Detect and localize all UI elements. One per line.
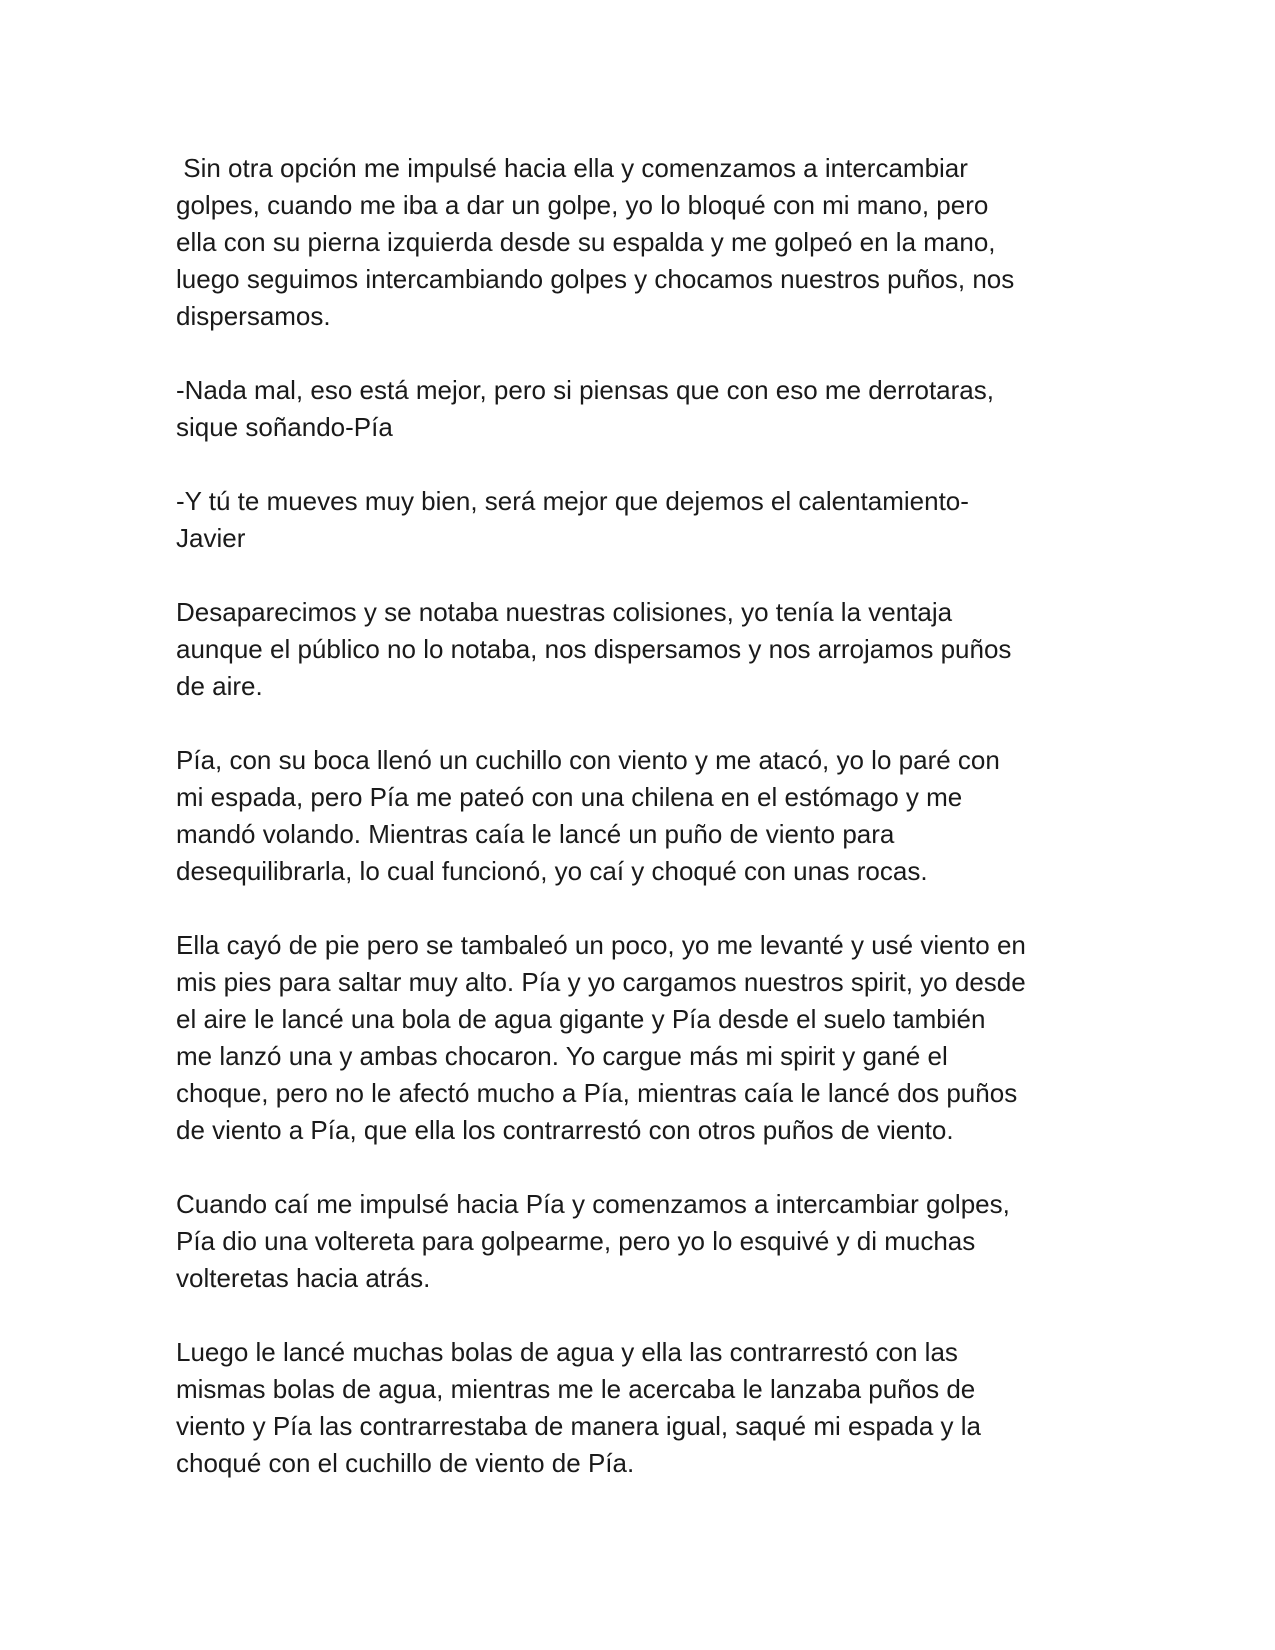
text-line: choqué con el cuchillo de viento de Pía.	[176, 1448, 635, 1478]
text-line: Pía, con su boca llenó un cuchillo con viento y me atacó, yo lo paré con	[176, 745, 1000, 775]
text-line: -Y tú te mueves muy bien, será mejor que dejemos el calentamiento-	[176, 486, 969, 516]
text-line: mis pies para saltar muy alto. Pía y yo cargamos nuestros spirit, yo desde	[176, 967, 1026, 997]
text-line: dispersamos.	[176, 301, 331, 331]
text-line: aunque el público no lo notaba, nos dispersamos y nos arrojamos puños	[176, 634, 1012, 664]
text-line: Cuando caí me impulsé hacia Pía y comenzamos a intercambiar golpes,	[176, 1189, 1010, 1219]
text-line: de viento a Pía, que ella los contrarrestó con otros puños de viento.	[176, 1115, 954, 1145]
text-line: Pía dio una voltereta para golpearme, pero yo lo esquivé y di muchas	[176, 1226, 976, 1256]
text-line: luego seguimos intercambiando golpes y chocamos nuestros puños, nos	[176, 264, 1015, 294]
paragraph-5	[176, 742, 1116, 890]
paragraph-3	[176, 483, 1116, 557]
document-body	[176, 150, 1116, 1519]
text-line: volteretas hacia atrás.	[176, 1263, 431, 1293]
text-line: viento y Pía las contrarrestaba de manera igual, saqué mi espada y la	[176, 1411, 982, 1441]
paragraph-4	[176, 594, 1116, 705]
paragraph-6	[176, 927, 1116, 1149]
text-line: choque, pero no le afectó mucho a Pía, mientras caía le lancé dos puños	[176, 1078, 1018, 1108]
text-line: Ella cayó de pie pero se tambaleó un poco, yo me levanté y usé viento en	[176, 930, 1026, 960]
text-line: mi espada, pero Pía me pateó con una chilena en el estómago y me	[176, 782, 963, 812]
text-line: Luego le lancé muchas bolas de agua y ella las contrarrestó con las	[176, 1337, 958, 1367]
text-line: Desaparecimos y se notaba nuestras colisiones, yo tenía la ventaja	[176, 597, 953, 627]
text-line: el aire le lancé una bola de agua gigante y Pía desde el suelo también	[176, 1004, 986, 1034]
text-line: -Nada mal, eso está mejor, pero si piensas que con eso me derrotaras,	[176, 375, 994, 405]
text-line: sique soñando-Pía	[176, 412, 393, 442]
paragraph-2	[176, 372, 1116, 446]
text-line: de aire.	[176, 671, 263, 701]
text-line: me lanzó una y ambas chocaron. Yo cargue más mi spirit y gané el	[176, 1041, 948, 1071]
paragraph-7	[176, 1186, 1116, 1297]
text-line: Sin otra opción me impulsé hacia ella y comenzamos a intercambiar	[176, 153, 968, 183]
text-line: mismas bolas de agua, mientras me le acercaba le lanzaba puños de	[176, 1374, 976, 1404]
text-line: desequilibrarla, lo cual funcionó, yo caí y choqué con unas rocas.	[176, 856, 928, 886]
text-line: ella con su pierna izquierda desde su espalda y me golpeó en la mano,	[176, 227, 996, 257]
text-line: golpes, cuando me iba a dar un golpe, yo lo bloqué con mi mano, pero	[176, 190, 989, 220]
paragraph-8	[176, 1334, 1116, 1482]
text-line: mandó volando. Mientras caía le lancé un puño de viento para	[176, 819, 895, 849]
paragraph-1	[176, 150, 1116, 335]
text-line: Javier	[176, 523, 246, 553]
